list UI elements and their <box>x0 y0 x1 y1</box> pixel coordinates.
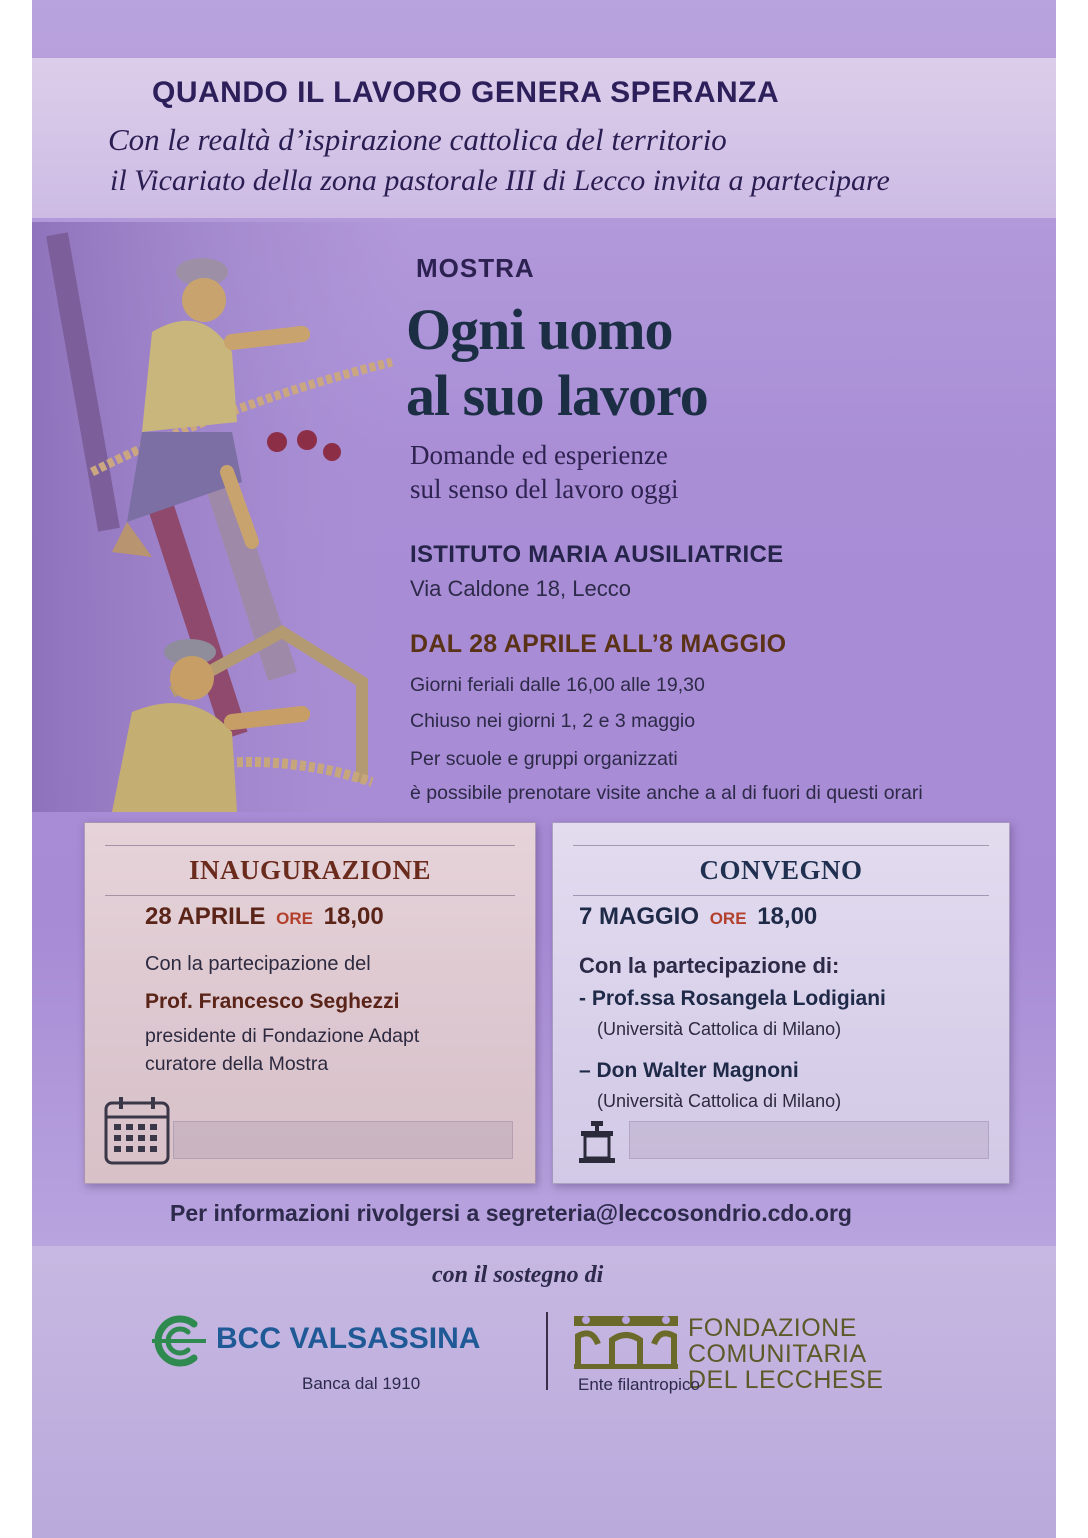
exhibit-title-line1: Ogni uomo <box>406 297 673 362</box>
podium-icon <box>575 1119 619 1165</box>
header-line1: QUANDO IL LAVORO GENERA SPERANZA <box>152 76 780 109</box>
bcc-subtitle: Banca dal 1910 <box>302 1374 421 1393</box>
conference-affil2: (Università Cattolica di Milano) <box>597 1091 842 1111</box>
conference-speaker1: - Prof.ssa Rosangela Lodigiani <box>579 987 886 1010</box>
bcc-name: BCC VALSASSINA <box>216 1322 481 1355</box>
inauguration-role1: presidente di Fondazione Adapt <box>145 1025 420 1047</box>
poster <box>32 0 1056 1538</box>
fondazione-logo-icon <box>572 1314 680 1370</box>
sponsors-intro: con il sostegno di <box>432 1262 604 1288</box>
divider <box>573 845 989 846</box>
exhibit-dates: DAL 28 APRILE ALL’8 MAGGIO <box>410 630 787 658</box>
conference-ore: ORE <box>709 909 747 928</box>
sponsor-divider <box>546 1312 548 1390</box>
groups-line1: Per scuole e gruppi organizzati <box>410 748 678 770</box>
venue-name: ISTITUTO MARIA AUSILIATRICE <box>410 541 784 568</box>
exhibit-title-line2: al suo lavoro <box>406 363 708 428</box>
venue-address: Via Caldone 18, Lecco <box>410 576 631 601</box>
header-line3: il Vicariato della zona pastorale III di Lecco invita a partecipare <box>110 164 890 197</box>
inauguration-time: 18,00 <box>323 903 384 930</box>
groups-line2: è possibile prenotare visite anche a al di fuori di questi orari <box>410 782 923 804</box>
header-line2: Con le realtà d’ispirazione cattolica del territorio <box>108 122 727 157</box>
divider <box>105 895 515 896</box>
exhibit-label: MOSTRA <box>416 253 535 283</box>
contact-line: Per informazioni rivolgersi a segreteria@leccosondrio.cdo.org <box>170 1200 852 1226</box>
inauguration-box <box>84 822 536 1184</box>
conference-affil1: (Università Cattolica di Milano) <box>597 1019 842 1039</box>
divider <box>105 845 515 846</box>
inauguration-intro: Con la partecipazione del <box>145 953 371 975</box>
workers-illustration <box>32 222 412 812</box>
conference-speaker2: – Don Walter Magnoni <box>579 1059 799 1082</box>
exhibit-subtitle-line2: sul senso del lavoro oggi <box>410 474 679 504</box>
inauguration-datetime <box>145 903 384 931</box>
inauguration-speaker: Prof. Francesco Seghezzi <box>145 990 400 1013</box>
decorative-strip <box>173 1121 513 1159</box>
inauguration-heading: INAUGURAZIONE <box>188 855 432 885</box>
decorative-strip <box>629 1121 989 1159</box>
conference-heading: CONVEGNO <box>699 855 863 885</box>
conference-datetime <box>579 903 817 931</box>
opening-hours: Giorni feriali dalle 16,00 alle 19,30 <box>410 674 705 696</box>
fondazione-line3: DEL LECCHESE <box>688 1366 884 1394</box>
sponsor-band <box>32 1246 1056 1538</box>
fondazione-subtitle: Ente filantropico <box>578 1375 700 1394</box>
conference-box <box>552 822 1010 1184</box>
conference-time: 18,00 <box>757 903 818 930</box>
calendar-icon <box>103 1095 171 1167</box>
bcc-logo-icon <box>148 1314 212 1368</box>
divider <box>573 895 989 896</box>
inauguration-date: 28 APRILE <box>145 903 266 930</box>
inauguration-role2: curatore della Mostra <box>145 1053 329 1075</box>
fondazione-line2: COMUNITARIA <box>688 1340 867 1368</box>
exhibit-subtitle-line1: Domande ed esperienze <box>410 440 668 470</box>
fondazione-line1: FONDAZIONE <box>688 1314 857 1342</box>
closed-days: Chiuso nei giorni 1, 2 e 3 maggio <box>410 710 696 732</box>
conference-date: 7 MAGGIO <box>579 903 700 930</box>
conference-intro: Con la partecipazione di: <box>579 953 840 978</box>
inauguration-ore: ORE <box>276 909 313 928</box>
